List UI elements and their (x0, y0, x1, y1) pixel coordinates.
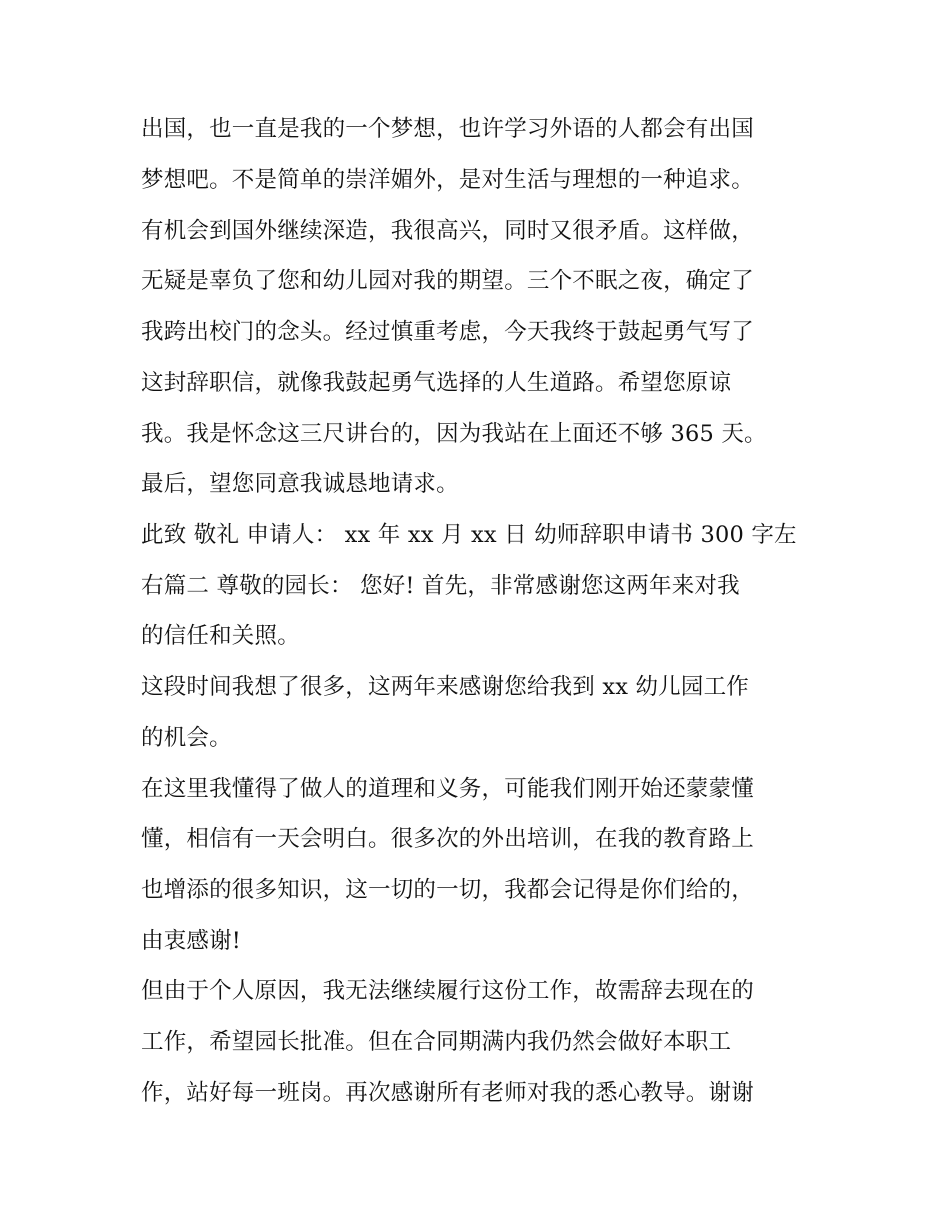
text-line: 也增添的很多知识，这一切的一切，我都会记得是你们给的， (141, 877, 754, 903)
text-line: 这段时间我想了很多，这两年来感谢您给我到 xx 幼儿园工作 (141, 674, 749, 700)
text-line: 无疑是辜负了您和幼儿园对我的期望。三个不眠之夜，确定了 (141, 268, 754, 294)
text-line: 梦想吧。不是简单的崇洋媚外，是对生活与理想的一种追求。 (141, 167, 754, 193)
text-line: 在这里我懂得了做人的道理和义务，可能我们刚开始还蒙蒙懂 (141, 776, 754, 802)
text-line: 有机会到国外继续深造，我很高兴，同时又很矛盾。这样做， (141, 218, 754, 244)
text-line: 但由于个人原因，我无法继续履行这份工作，故需辞去现在的 (141, 978, 754, 1004)
text-line: 的信任和关照。 (141, 623, 300, 649)
text-line: 此致 敬礼 申请人： xx 年 xx 月 xx 日 幼师辞职申请书 300 字左 (141, 522, 797, 548)
text-line: 右篇二 尊敬的园长： 您好! 首先，非常感谢您这两年来对我 (141, 573, 740, 599)
text-line: 懂，相信有一天会明白。很多次的外出培训，在我的教育路上 (141, 826, 754, 852)
text-line: 由衷感谢! (141, 928, 242, 954)
text-line: 的机会。 (141, 725, 232, 751)
text-line: 作，站好每一班岗。再次感谢所有老师对我的悉心教导。谢谢 (141, 1080, 754, 1106)
text-line: 工作，希望园长批准。但在合同期满内我仍然会做好本职工 (141, 1029, 732, 1055)
text-line: 这封辞职信，就像我鼓起勇气选择的人生道路。希望您原谅 (141, 370, 732, 396)
text-line: 我跨出校门的念头。经过慎重考虑，今天我终于鼓起勇气写了 (141, 319, 754, 345)
text-line: 最后，望您同意我诚恳地请求。 (141, 471, 459, 497)
text-line: 出国，也一直是我的一个梦想，也许学习外语的人都会有出国 (141, 116, 754, 142)
text-line: 我。我是怀念这三尺讲台的，因为我站在上面还不够 365 天。 (141, 421, 767, 447)
